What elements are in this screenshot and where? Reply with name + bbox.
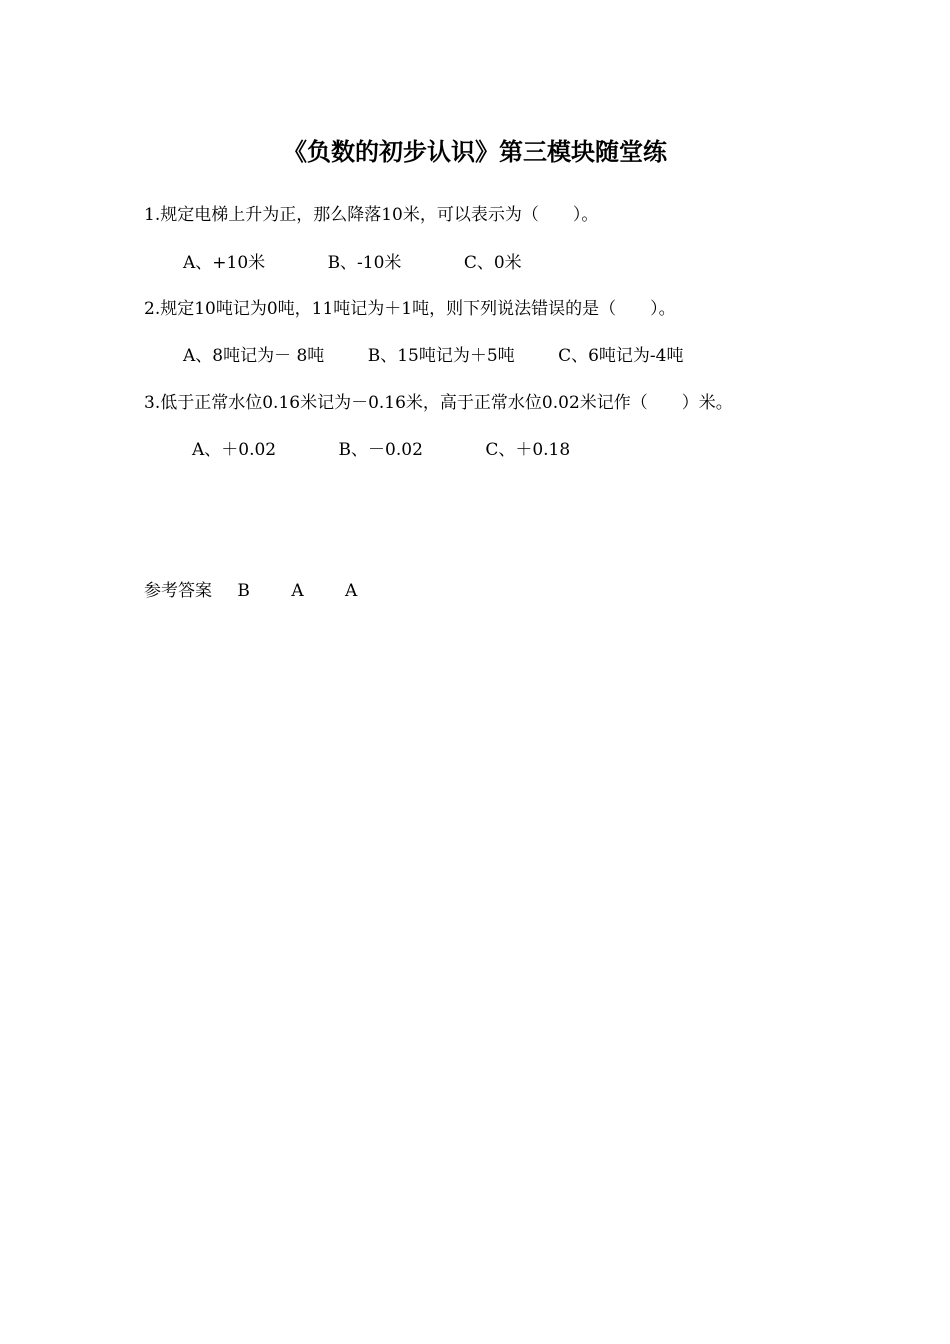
answer-key [144, 579, 357, 603]
question-1-option-b: B、-10米 [327, 253, 402, 273]
question-2: 2.规定10吨记为0吨，11吨记为＋1吨，则下列说法错误的是（ ）。 [144, 299, 676, 319]
question-3-option-b: B、－0.02 [338, 440, 423, 460]
question-1-option-a: A、+10米 [183, 253, 266, 273]
question-2-options [183, 344, 683, 368]
question-3-option-a: A、＋0.02 [192, 440, 277, 460]
question-2-option-a: A、8吨记为－ 8吨 [183, 346, 325, 366]
page-title: 《负数的初步认识》第三模块随堂练 [283, 138, 667, 166]
answer-1: B [237, 581, 250, 601]
question-1-option-c: C、0米 [463, 253, 522, 273]
question-1: 1.规定电梯上升为正，那么降落10米，可以表示为（ ）。 [144, 205, 599, 225]
question-3-option-c: C、＋0.18 [485, 440, 571, 460]
question-1-options [183, 251, 522, 275]
question-2-option-c: C、6吨记为-4吨 [558, 346, 684, 366]
answer-3: A [345, 581, 358, 601]
question-3: 3.低于正常水位0.16米记为－0.16米，高于正常水位0.02米记作（ ）米。 [144, 393, 733, 413]
answer-2: A [291, 581, 304, 601]
question-3-options [192, 438, 570, 462]
answer-key-label: 参考答案 [144, 581, 212, 601]
question-2-option-b: B、15吨记为＋5吨 [367, 346, 515, 366]
